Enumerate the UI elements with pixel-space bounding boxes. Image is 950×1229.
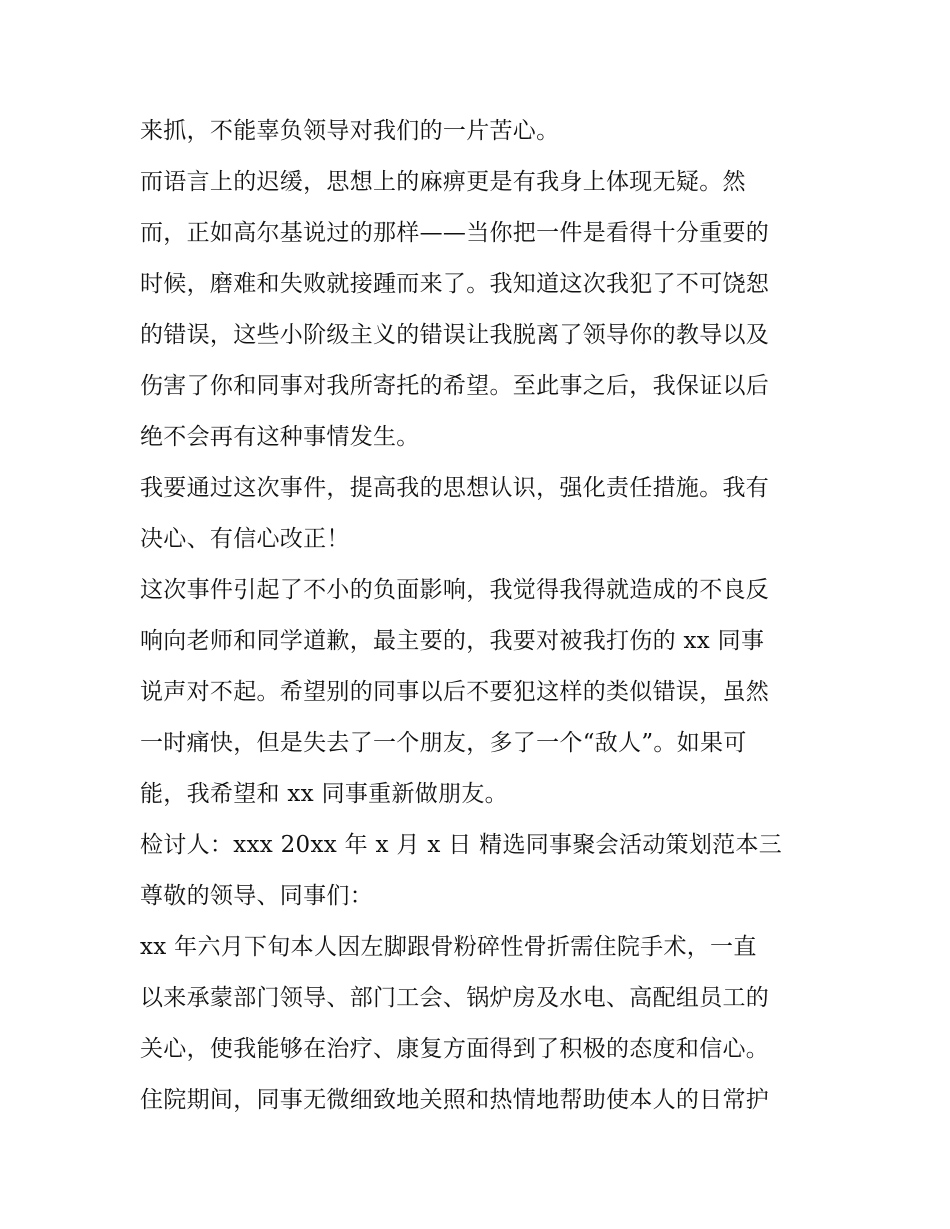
text-line: 检讨人：xxx 20xx 年 x 月 x 日 精选同事聚会活动策划范本三: [140, 832, 783, 858]
text-line: 而语言上的迟缓，思想上的麻痹更是有我身上体现无疑。然: [140, 169, 746, 195]
text-line: 决心、有信心改正！: [140, 526, 350, 552]
text-line: 我要通过这次事件，提高我的思想认识，强化责任措施。我有: [140, 475, 770, 501]
text-line: 这次事件引起了不小的负面影响，我觉得我得就造成的不良反: [140, 577, 770, 603]
text-line: 尊敬的领导、同事们：: [140, 883, 373, 909]
text-line: 关心，使我能够在治疗、康复方面得到了积极的态度和信心。: [140, 1036, 770, 1062]
text-line: 响向老师和同学道歉，最主要的，我要对被我打伤的 xx 同事: [140, 628, 765, 654]
text-line: 而，正如高尔基说过的那样——当你把一件是看得十分重要的: [140, 220, 770, 246]
text-line: 以来承蒙部门领导、部门工会、锅炉房及水电、高配组员工的: [140, 985, 770, 1011]
text-line: xx 年六月下旬本人因左脚跟骨粉碎性骨折需住院手术，一直: [140, 934, 757, 960]
document-body: [140, 106, 820, 1126]
text-line: 的错误，这些小阶级主义的错误让我脱离了领导你的教导以及: [140, 322, 770, 348]
text-line: 一时痛快，但是失去了一个朋友，多了一个“敌人”。如果可: [140, 730, 747, 756]
text-line: 能，我希望和 xx 同事重新做朋友。: [140, 781, 508, 807]
text-line: 来抓，不能辜负领导对我们的一片苦心。: [140, 118, 560, 144]
text-line: 住院期间，同事无微细致地关照和热情地帮助使本人的日常护: [140, 1087, 770, 1113]
text-line: 绝不会再有这种事情发生。: [140, 424, 420, 450]
text-line: 伤害了你和同事对我所寄托的希望。至此事之后，我保证以后: [140, 373, 770, 399]
text-line: 时候，磨难和失败就接踵而来了。我知道这次我犯了不可饶恕: [140, 271, 770, 297]
text-line: 说声对不起。希望别的同事以后不要犯这样的类似错误，虽然: [140, 679, 770, 705]
